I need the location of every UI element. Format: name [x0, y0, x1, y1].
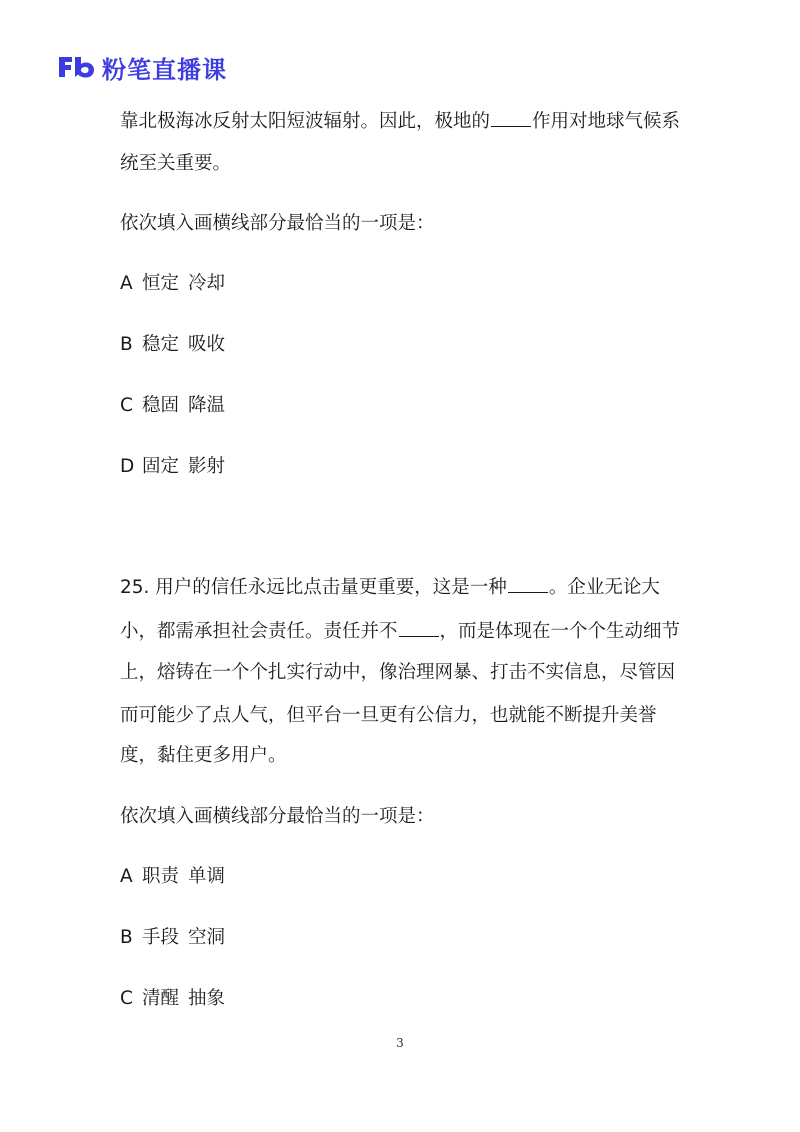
q25-option-c	[120, 987, 225, 1011]
q24-prompt: 依次填入画横线部分最恰当的一项是：	[120, 213, 435, 234]
q25-prompt: 依次填入画横线部分最恰当的一项是：	[120, 806, 435, 827]
q24-option-d	[120, 455, 225, 479]
q24-stem-text: 靠北极海冰反射太阳短波辐射。因此，极地的	[120, 111, 491, 132]
option-word-2: 抽象	[188, 988, 226, 1009]
q25-stem-text: 小，都需承担社会责任。责任并不	[120, 621, 398, 642]
q24-blank	[491, 108, 531, 127]
option-word-2: 吸收	[188, 334, 226, 355]
q24-stem-text: 作用对地球气候系	[532, 111, 681, 132]
q25-option-a	[120, 865, 225, 889]
q24-stem-line-2: 统至关重要。	[120, 153, 232, 174]
option-word-1: 手段	[142, 927, 180, 948]
option-word-1: 稳固	[142, 395, 180, 416]
option-letter: B	[120, 927, 133, 948]
q25-stem-line-2	[120, 618, 680, 644]
q25-blank-1	[508, 574, 548, 593]
option-letter: A	[120, 866, 133, 887]
option-letter: A	[120, 273, 133, 294]
q25-stem-text: 。企业无论大	[548, 577, 660, 598]
q25-stem-line-1	[120, 574, 660, 600]
option-letter: C	[120, 395, 133, 416]
q25-stem-line-4: 而可能少了点人气，但平台一旦更有公信力，也就能不断提升美誉	[120, 705, 657, 726]
option-word-2: 空洞	[188, 927, 226, 948]
option-word-1: 清醒	[142, 988, 180, 1009]
q24-option-a	[120, 272, 225, 296]
option-word-1: 恒定	[142, 273, 180, 294]
option-word-2: 冷却	[188, 273, 226, 294]
page-number: 3	[396, 1036, 404, 1050]
q25-stem-line-5: 度，黏住更多用户。	[120, 745, 287, 766]
q24-option-c	[120, 394, 225, 418]
q25-stem-text: ，而是体现在一个个生动细节	[439, 621, 681, 642]
q25-blank-2	[399, 618, 439, 637]
option-letter: D	[120, 456, 135, 477]
q24-option-b	[120, 333, 225, 357]
option-word-1: 固定	[142, 456, 180, 477]
option-letter: C	[120, 988, 133, 1009]
option-word-1: 稳定	[142, 334, 180, 355]
brand-logo	[56, 50, 227, 84]
option-word-2: 影射	[188, 456, 226, 477]
q24-stem-line-1	[120, 108, 680, 134]
brand-name: 粉笔直播课	[102, 55, 227, 84]
q25-option-b	[120, 926, 225, 950]
option-word-2: 单调	[188, 866, 226, 887]
option-word-2: 降温	[188, 395, 226, 416]
q25-stem-line-3: 上，熔铸在一个个扎实行动中，像治理网暴、打击不实信息，尽管因	[120, 662, 676, 683]
option-word-1: 职责	[142, 866, 180, 887]
fenbi-logo-icon	[56, 53, 96, 81]
q25-stem-text: 25. 用户的信任永远比点击量更重要，这是一种	[120, 577, 507, 598]
option-letter: B	[120, 334, 133, 355]
